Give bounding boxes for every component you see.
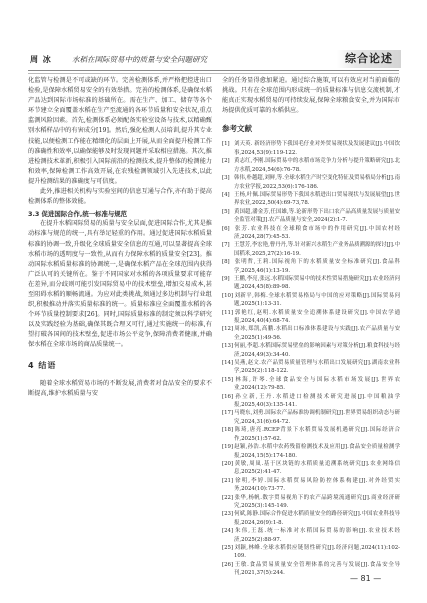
reference-item [222, 275, 400, 292]
left-paragraph-1: 化监管与检测是不可或缺的环节。完善检测体系,并严格把控进出口检验,是保障水稻贸易安全的有效举措。完善的检测体系,是确保水稻产品达到国际市场标准的基础所在。需在生产、加工、储存等各个环节建立全面覆盖水稻在生产至流通的各环节质量和安全状况,重点监测风险因素。首先,检测体系必须配备实验室设备与技术,以精确甄别水稻样品中的有害成分[19]。然后,强化检测人员培训,提升其专业技能,以便检测工作能在精细化的层面上开展,从而全面提升检测工作的准确性和效率,以确保能够及时发现问题并采取相应措施。其次,推进检测技术革新,积极引入国际前沿的检测技术,提升整体的检测能力和效率,保障检测工作高效开展,在农残检测领域引入先进技术,以此提升检测结果的准确度与可信度。 [28, 77, 212, 185]
reference-item [222, 443, 400, 460]
header-rule [28, 73, 399, 74]
reference-item [222, 309, 400, 326]
reference-number: [6] [222, 225, 230, 232]
left-paragraph-4: 随着全球水稻贸易市场的不断发展,消费者对食品安全的要求不断提高,维护水稻质量与安 [28, 379, 212, 397]
reference-text: 孙立新,王丹.水稻进口检测技术研究进展[J].中国粮油学报,2025,40(3):135-141. [234, 393, 400, 409]
reference-text: 周冰,郑凯,高鹏.水稻出口标准体系建设与实践[J].农产品质量与安全,2025(1):49-56. [234, 326, 400, 341]
reference-number: [20] [222, 460, 234, 467]
page-number: — 81 — [350, 574, 382, 583]
reference-number: [11] [222, 309, 234, 316]
reference-number: [21] [222, 477, 234, 484]
reference-number: [10] [222, 292, 234, 299]
reference-number: [4] [222, 191, 230, 198]
reference-text: 韩伟,朴越超,刘鲜,等.全球水稻生产时空变化特征及贸易格局分析[J].南方农业学报,2022,53(6):176-186. [234, 175, 400, 190]
reference-item [222, 157, 400, 174]
reference-item [222, 426, 400, 443]
reference-number: [14] [222, 360, 234, 367]
reference-number: [12] [222, 326, 234, 333]
header-section-label: 综合论述 [337, 50, 401, 68]
reference-number: [1] [222, 141, 230, 148]
reference-item [222, 409, 400, 426]
reference-item [222, 258, 400, 275]
subsection-heading-3-3: 3.3 促进国际合作,统一标准与规范 [28, 210, 128, 219]
reference-text: 朱伟,王磊.统一标准对水稻国际贸易的影响[J].农业技术经济,2025(2):88-97. [234, 528, 400, 543]
reference-number: [3] [222, 175, 230, 182]
reference-number: [15] [222, 376, 234, 383]
reference-number: [7] [222, 242, 230, 249]
reference-text: 何丽,李超.水稻国际贸易壁垒的影响因素与对策分析[J].粮食科技与经济,2024,49(3):34-40. [234, 343, 400, 358]
right-paragraph-1: 全的任务显得愈加紧迫。通过综合施策,可以有效应对当前面临的挑战。只有在全球范围内形成统一的质量标准与信息交流机制,才能真正实现水稻贸易的可持续发展,保障全球粮食安全,并为国际市场提供优质可靠的水稻供应。 [222, 77, 400, 115]
reference-text: 王慧芳,李宏艳,曹丹丹,等.针对新兴水稻生产业务品质溯源的探讨[J].中国稻米,2025,27(2):16-19. [234, 242, 400, 257]
reference-text: 林海,许琴.全球食品安全与国际水稻市场发展[J].世界农业,2024(12):79-85. [234, 376, 400, 392]
left-paragraph-2: 此外,推进相关机构与实验室间的信息互通与合作,亦有助于提高检测体系的整体效能。 [28, 188, 212, 206]
reference-text: 马晓东,刘勇.国际农产品标准协调机制研究[J].世界贸易组织动态与研究,2024,31(6):64-72. [234, 410, 400, 425]
reference-number: [13] [222, 343, 234, 350]
reference-text: 郭艳红,赵明.水稻质量安全追溯体系建设研究[J].中国农学通报,2024,40(4):68-74. [234, 309, 400, 324]
reference-number: [2] [222, 158, 230, 165]
reference-item [222, 241, 400, 258]
reference-text: 黄敏,周岚.基于区块链的水稻质量追溯系统研究[J].农业网络信息,2025(2):41-47. [234, 460, 400, 476]
reference-text: 刘颖,林峰.全球水稻供应链韧性研究[J].经济问题,2024(11):102-109. [234, 544, 400, 560]
header-article-title: 水稻在国际贸易中的质量与安全问题研究 [72, 55, 207, 64]
reference-text: 何斌,陈静.国际合作促进水稻质量安全的路径研究[J].中国农业科技导报,2024,26(9):1-8. [234, 511, 400, 526]
reference-item [222, 191, 400, 208]
reference-number: [8] [222, 259, 230, 266]
reference-item [222, 208, 400, 225]
reference-item [222, 325, 400, 342]
reference-item [222, 510, 400, 527]
reference-item [222, 342, 400, 359]
reference-number: [23] [222, 511, 234, 518]
right-column [222, 76, 400, 578]
reference-text: 王敏.食品贸易质量安全管理体系的完善与发展[J].食品安全导刊,2021,37(5):244. [234, 561, 400, 577]
reference-number: [22] [222, 494, 234, 501]
reference-item [222, 544, 400, 561]
reference-list [222, 140, 400, 577]
reference-text: 赵颖,孙浩.水稻中农药残留检测技术及应用[J].食品安全质量检测学报,2024,15(5):174-180. [234, 444, 400, 459]
reference-number: [26] [222, 561, 234, 568]
reference-item [222, 477, 400, 494]
reference-text: 张明哲,王莉.国际视角下的水稻质量安全标准研究[J].食品科学,2025,46(1):13-19. [234, 259, 400, 274]
reference-text: 刘天英. 新经济形势下我国毛仔业对外贸易现状及发展建议[J].中国饮事,2024,53(9):119-122. [234, 141, 400, 156]
reference-number: [17] [222, 410, 234, 417]
reference-text: 黄志红,李刚.国际贸易中的水稻市场竞争力分析与提升策略研究[J].北方水稻,2024,54(6):76-78. [234, 158, 400, 173]
header-author: 周 冰 [30, 54, 52, 64]
reference-item [222, 460, 400, 477]
reference-number: [24] [222, 528, 234, 535]
reference-text: 张华,杨帆.数字贸易视角下的农产品跨境流通研究[J].商业经济研究,2025(3):145-149. [234, 494, 400, 509]
section-heading-conclusion: 4 结语 [28, 360, 57, 370]
reference-text: 黄国超,潘金芳,任国雄,等.论新形势下出口农产品高质量发展与质量安全监管对策[J].农产品质量与安全,2024(2):1-7. [234, 208, 400, 224]
references-heading: 参考文献 [222, 124, 252, 134]
reference-number: [19] [222, 444, 234, 451]
reference-text: 王鹏,李亮,张远.水稻国际贸易中的技术性贸易措施研究[J].农业经济问题,2024,45(8):89-98. [234, 275, 400, 291]
reference-text: 张芳.农业科技在全球粮食市场中的作用研究[J].中国农村经济,2024,28(7):45-53. [234, 225, 400, 240]
reference-number: [18] [222, 427, 234, 434]
reference-number: [25] [222, 544, 234, 551]
reference-item [222, 225, 400, 242]
reference-number: [16] [222, 393, 234, 400]
reference-text: 吴燕,赵文.农产品贸易质量管理与水稻出口发展研究[J].湖南农业科学,2025(2):118-122. [234, 360, 400, 375]
reference-item [222, 376, 400, 393]
reference-item [222, 494, 400, 511]
reference-item [222, 174, 400, 191]
reference-text: 刘新平,韩梅.全球水稻贸易格局与中国的应对策略[J].国际贸易问题,2025(1):13-31. [234, 292, 400, 308]
left-column [28, 76, 212, 399]
left-paragraph-3: 在提升水稻国际贸易的质量与安全层面,促进国际合作,尤其是推动标准与规范的统一,具有举足轻重的作用。通过促进国际水稻质量标准的协调一致,升级化全球质量安全信息的互通,可以显著提高全球水稻市场的透明度与一致性,从而有力保障水稻的质量安全[23]。推动国际水稻质量标准的协调统一,是确保水稻产品在全球范围内获得广泛认可的关键所在。鉴于不同国家对水稻的各项质量要求可能存在差异,而分歧则可能引发国际贸易中的技术壁垒,增加交易成本,甚至阻碍水稻的顺畅流通。为应对此类挑战,须通过多边机制与行业组织,积极推动并落实质量标准的统一。质量标准应全面覆盖水稻的各个环节质量控制要求[26]。同时,国际质量标准的制定须以科学研究以及实践经验为基础,确保其既合理又可行,通过实施统一的标准,有望打破各国间的技术壁垒,促进市场公平竞争,保障消费者健康,并确保水稻在全球市场的商品质量统一。 [28, 220, 212, 349]
reference-number: [5] [222, 208, 230, 215]
reference-text: 徐明,李婷.国际水稻贸易风险防控体系构建[J].对外经贸实务,2024(10):73-77. [234, 477, 400, 493]
reference-item [222, 140, 400, 157]
reference-number: [9] [222, 275, 230, 282]
reference-text: 王杨,叶佩.国际贸易形势下我国水稻进出口贸易现状与发展展望[J].世界农业,2022,50(4):69-73,78. [234, 191, 400, 207]
reference-text: 陈琦,唐亮.RCEP背景下水稻贸易发展机遇研究[J].国际经济合作,2025(1):57-62. [234, 427, 400, 442]
reference-item [222, 359, 400, 376]
reference-item [222, 393, 400, 410]
reference-item [222, 527, 400, 544]
reference-item [222, 292, 400, 309]
running-header [28, 50, 399, 71]
